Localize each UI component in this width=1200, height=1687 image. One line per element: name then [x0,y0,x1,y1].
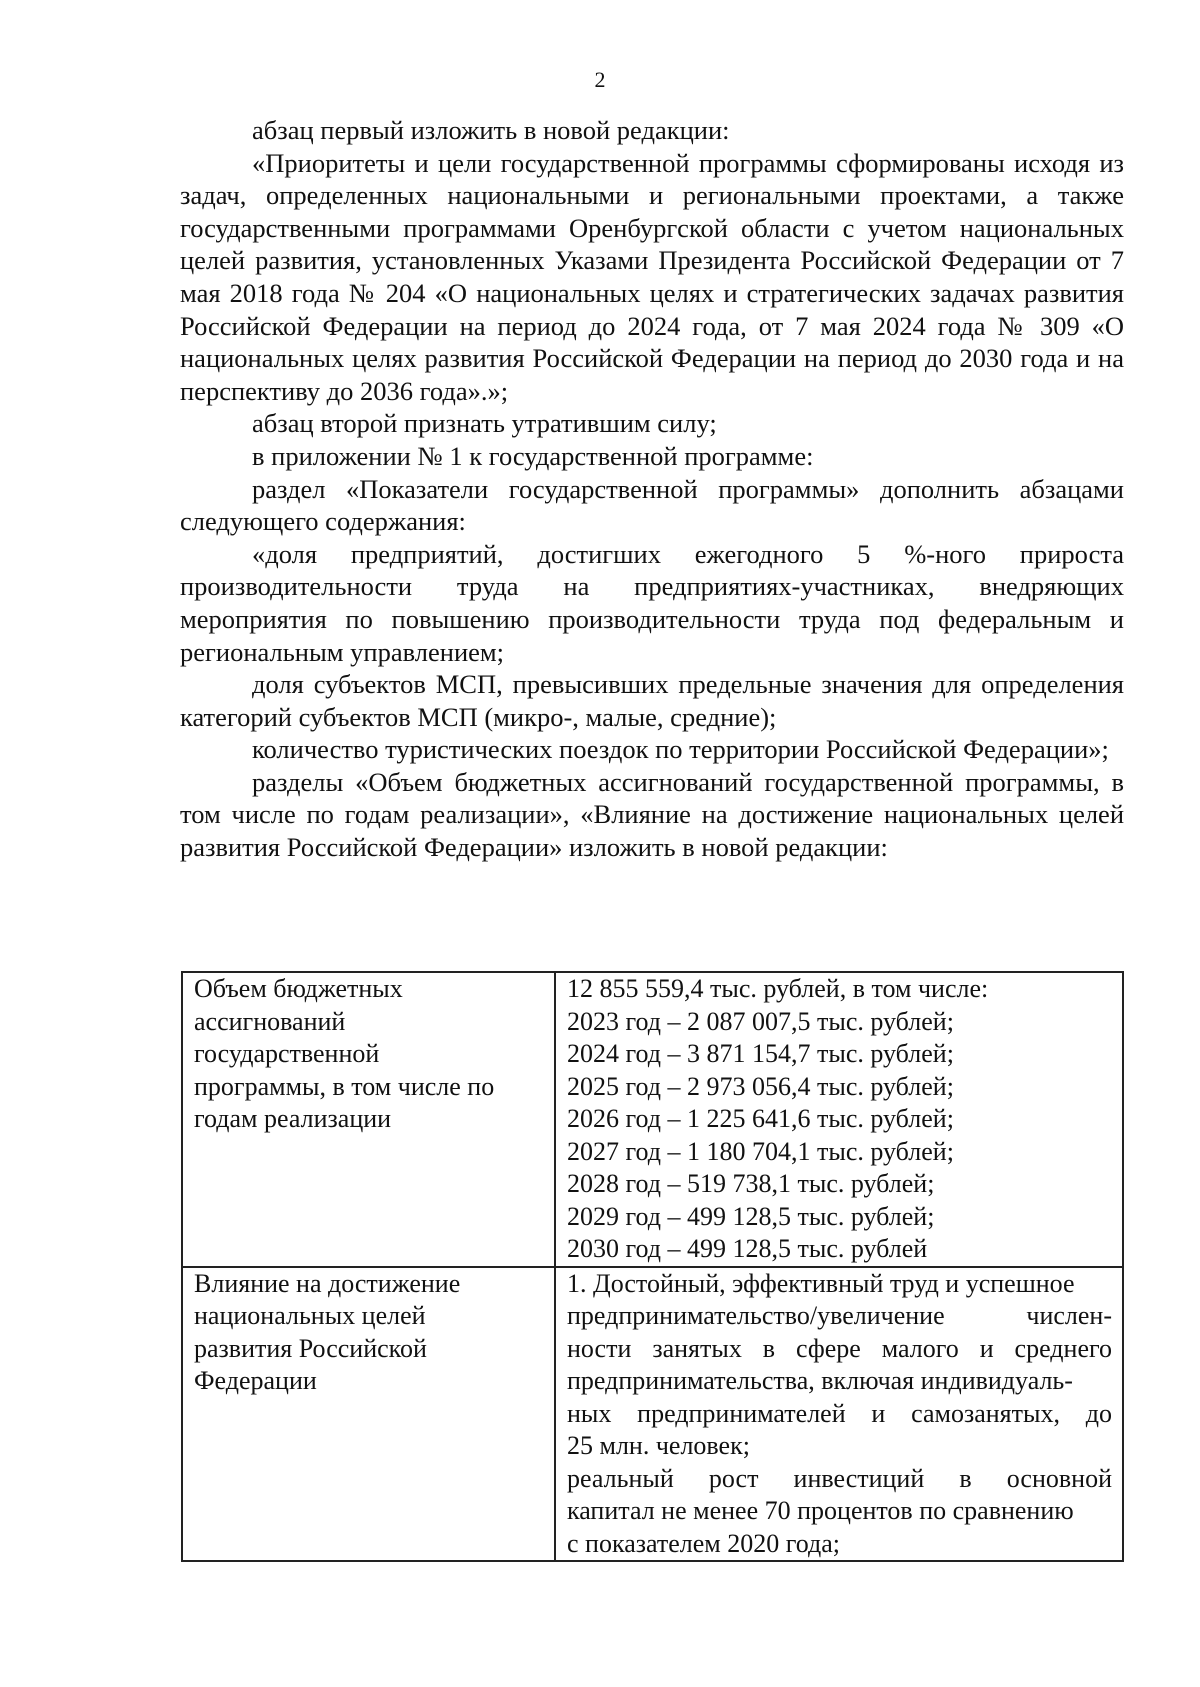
table-cell-line: с показателем 2020 года; [567,1528,840,1558]
influence-value-cell [555,1267,1123,1562]
program-passport-table [181,971,1124,1562]
table-cell-line: 12 855 559,4 тыс. рублей, в том числе: [567,974,989,1003]
paragraph-2: «Приоритеты и цели государственной программы сформированы исходя из задач, определенных национальными и региональными проектами, а также государственными программами Оренбургской области с учетом национальных целей развития, установленных Указами Президента Российской Федерации от 7 мая 2018 года № 204 «О национальных целях и стратегических задачах развития Российской Федерации на период до 2024 года, от 7 мая 2024 года № 309 «О национальных целях развития Российской Федерации на период до 2030 года и на перспективу до 2036 года».»; [180,147,1124,406]
table-cell-line: ассигнований [194,1006,346,1036]
table-cell-line: годам реализации [194,1104,392,1133]
table-cell-line: программы, в том числе по [194,1071,495,1101]
paragraph-4: в приложении № 1 к государственной программе: [252,440,814,471]
table-cell-line: капитал не менее 70 процентов по сравнению [567,1496,1074,1525]
table-cell-line: 1. Достойный, эффективный труд и успешное [567,1268,1075,1298]
table-row [182,972,1123,1267]
document-body [180,114,1124,864]
paragraph-6: «доля предприятий, достигших ежегодного 5 %-ного прироста производительности труда на предприятиях-участниках, внедряющих мероприятия по повышению производительности труда под федеральным и региональным управлением; [180,538,1124,667]
table-cell-line: 2024 год – 3 871 154,7 тыс. рублей; [567,1039,954,1068]
table-cell-line: государственной [194,1039,380,1068]
table-cell-line: 2025 год – 2 973 056,4 тыс. рублей; [567,1071,954,1101]
influence-label-cell [182,1267,555,1562]
table-cell-line: 2023 год – 2 087 007,5 тыс. рублей; [567,1006,954,1036]
paragraph-3: абзац второй признать утратившим силу; [252,408,717,439]
table-cell-line: Объем бюджетных [194,974,403,1003]
budget-value-cell [555,972,1123,1267]
table-cell-line: ных предпринимателей и самозанятых, до [567,1398,1112,1428]
table-cell-line: реальный рост инвестиций в основной [567,1463,1112,1493]
table-cell-line: 2029 год – 499 128,5 тыс. рублей; [567,1201,935,1231]
table-cell-line: предпринимательство/увеличение числен- [567,1301,1112,1330]
table-cell-line: 2027 год – 1 180 704,1 тыс. рублей; [567,1136,954,1166]
paragraph-9: разделы «Объем бюджетных ассигнований государственной программы, в том числе по годам реализации», «Влияние на достижение национальных целей развития Российской Федерации» изложить в новой редакции: [180,766,1124,863]
table-cell-line: 2028 год – 519 738,1 тыс. рублей; [567,1169,935,1198]
paragraph-7: доля субъектов МСП, превысивших предельные значения для определения категорий субъектов МСП (микро-, малые, средние); [180,669,1124,732]
paragraph-8: количество туристических поездок по территории Российской Федерации»; [252,734,1109,765]
table-cell-line: национальных целей [194,1301,426,1330]
table-cell-line: 25 млн. человек; [567,1431,750,1460]
page-number: 2 [594,67,606,92]
table-cell-line: развития Российской [194,1333,427,1363]
table-cell-line: предпринимательства, включая индивидуаль- [567,1366,1073,1395]
paragraph-1: абзац первый изложить в новой редакции: [252,115,730,145]
table-cell-line: ности занятых в сфере малого и среднего [567,1333,1112,1363]
paragraph-5: раздел «Показатели государственной программы» дополнить абзацами следующего содержания: [180,473,1124,537]
table-cell-line: 2030 год – 499 128,5 тыс. рублей [567,1234,928,1263]
table-cell-line: 2026 год – 1 225 641,6 тыс. рублей; [567,1104,954,1133]
budget-label-cell [182,972,555,1267]
table-cell-line: Федерации [194,1366,317,1395]
table-cell-line: Влияние на достижение [194,1268,461,1298]
table-row [182,1267,1123,1562]
